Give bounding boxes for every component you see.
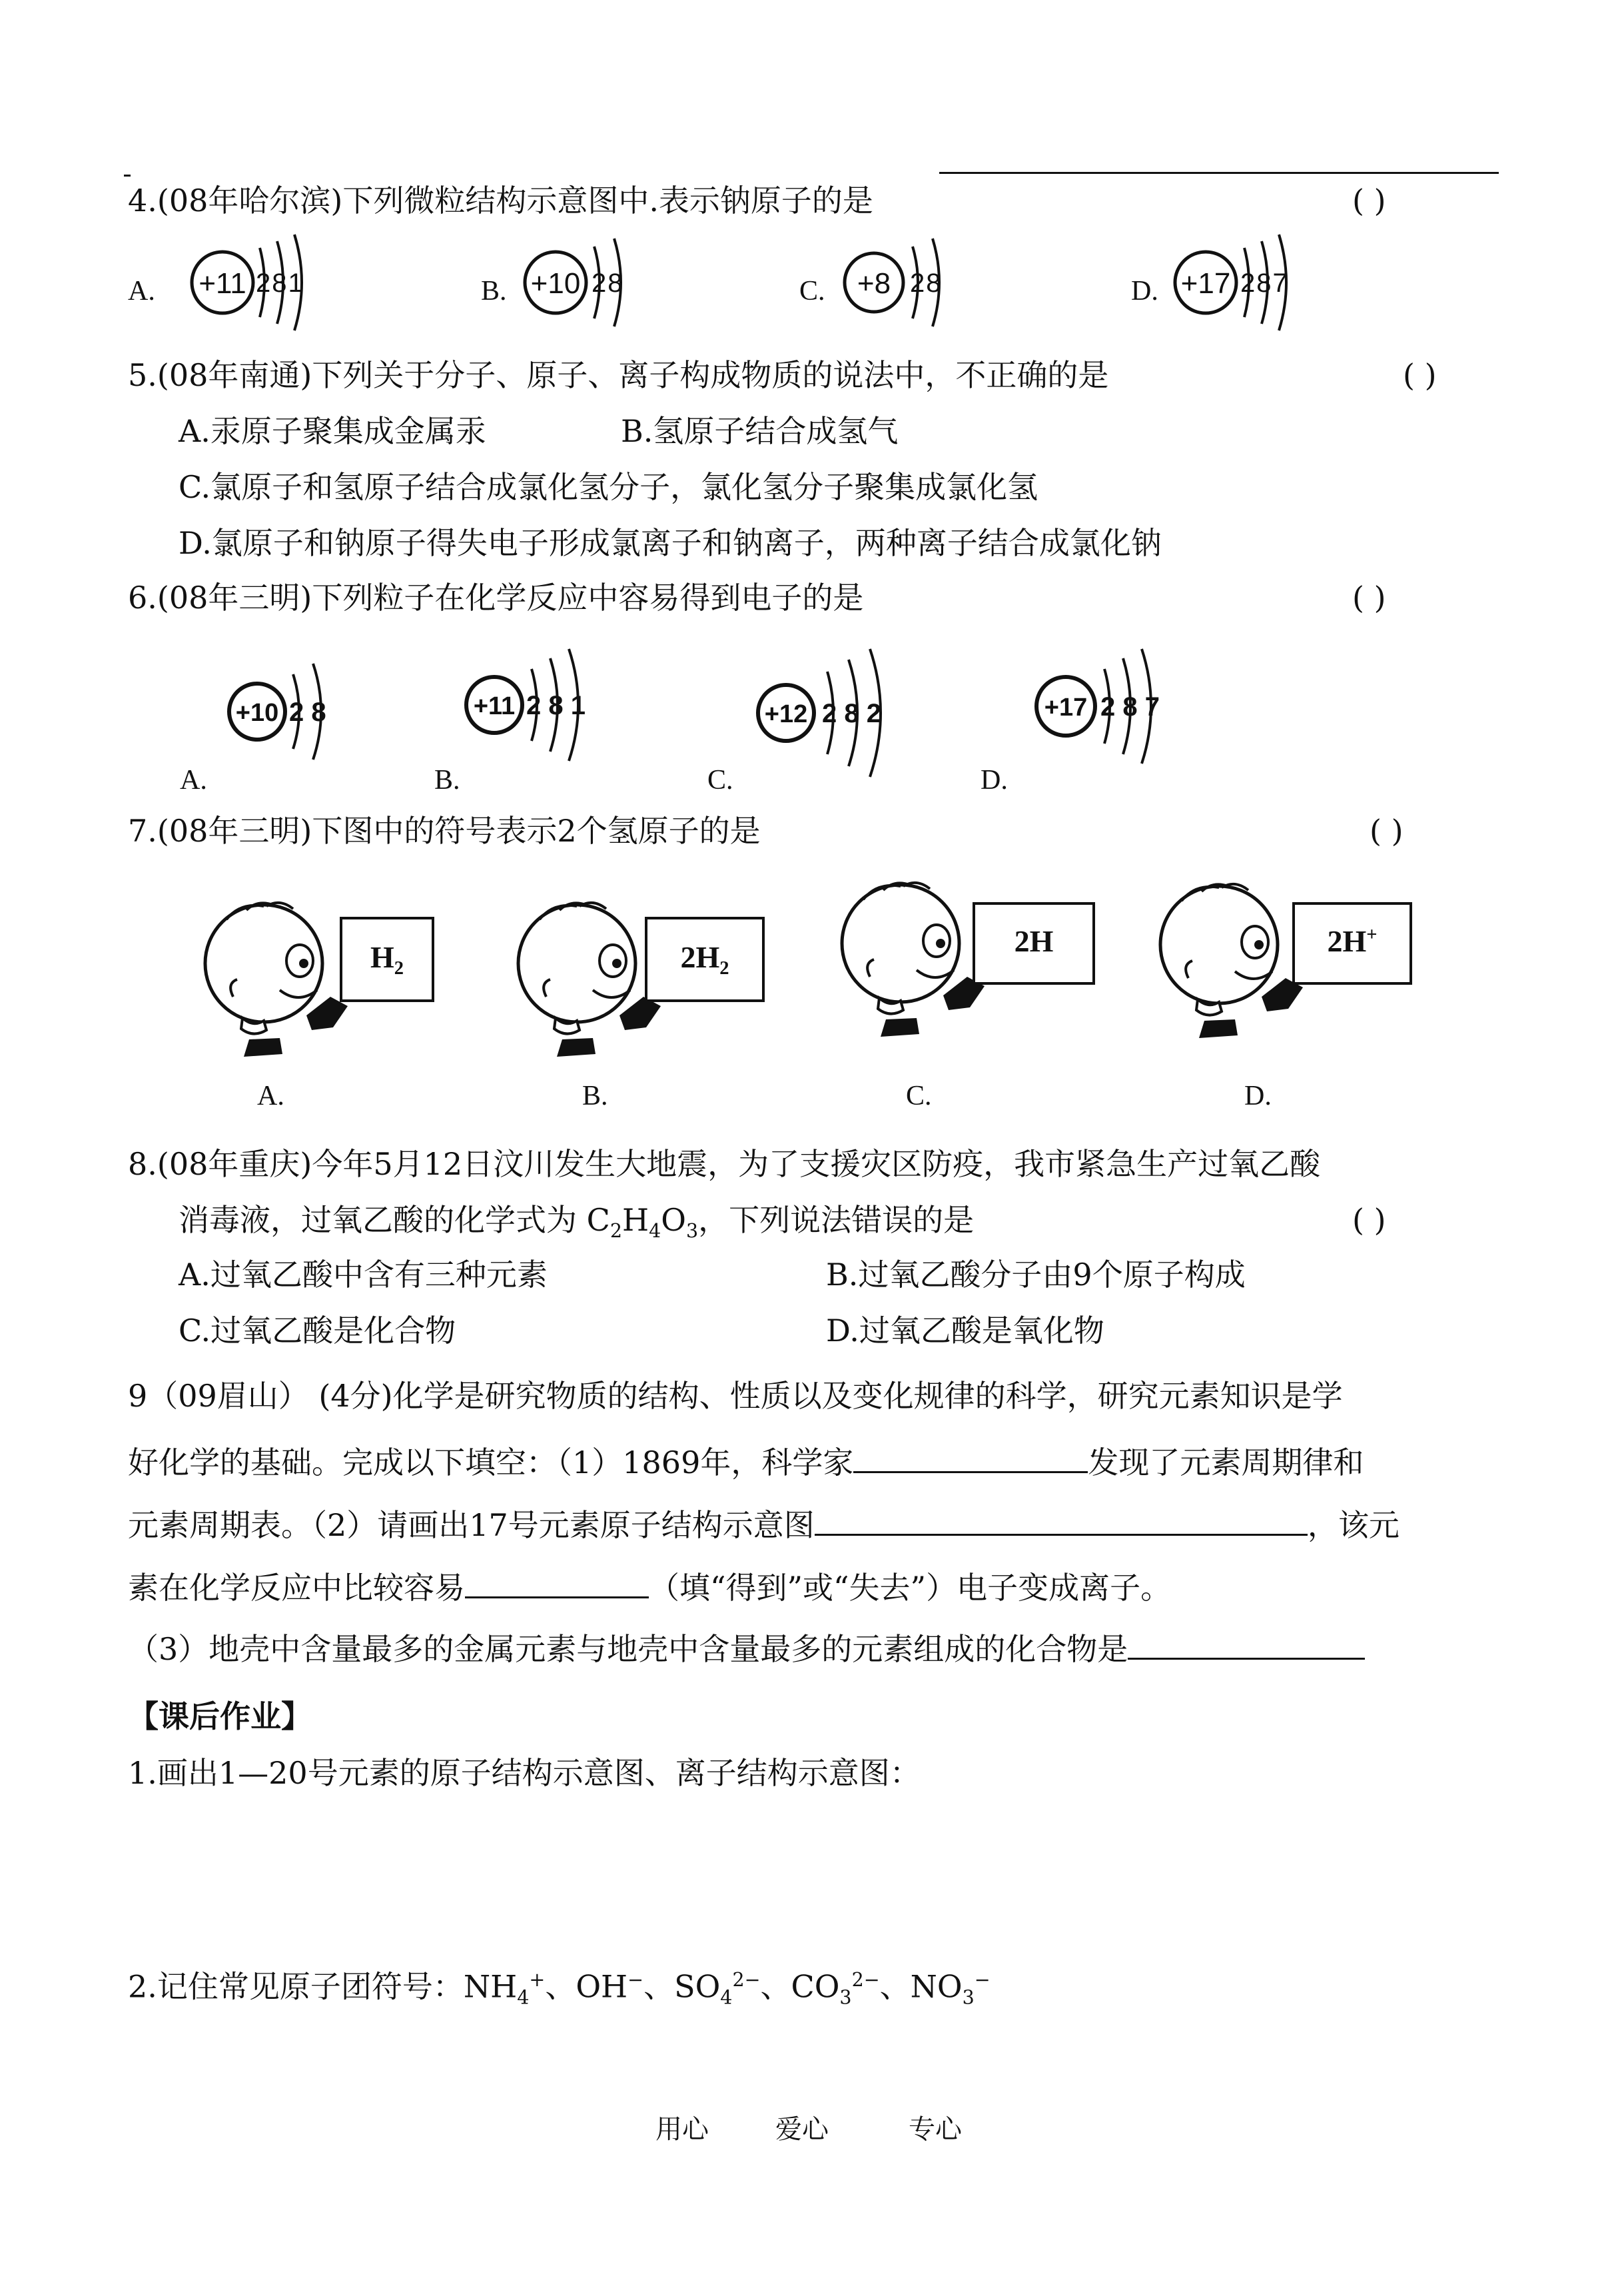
- q6-option-b-atom-diagram: [461, 640, 621, 760]
- q8-option-c: C.过氧乙酸是化合物: [179, 1313, 456, 1349]
- q4-option-b-atom-diagram: [517, 235, 650, 334]
- q9-line3: 元素周期表。（2）请画出17号元素原子结构示意图 ，该元: [128, 1507, 1400, 1543]
- q7-option-a-label: A.: [257, 1081, 284, 1111]
- shell-electrons: 287: [1240, 269, 1289, 298]
- q9-compound-blank[interactable]: [1128, 1631, 1365, 1660]
- nucleus-charge: +10: [530, 267, 581, 300]
- q8-option-d: D.过氧乙酸是氧化物: [826, 1313, 1104, 1349]
- q5-option-b: B.氢原子结合成氢气: [621, 413, 899, 449]
- q6-option-c-label: C.: [707, 765, 733, 796]
- nucleus-charge: +10: [235, 699, 279, 727]
- q9-line5: （3）地壳中含量最多的金属元素与地壳中含量最多的元素组成的化合物是: [128, 1631, 1365, 1664]
- q9-gain-lose-blank[interactable]: [465, 1570, 649, 1598]
- q8-option-b: B.过氧乙酸分子由9个原子构成: [826, 1257, 1246, 1293]
- q7-option-b-sign-board: [645, 917, 765, 1002]
- q6-option-d-label: D.: [981, 765, 1008, 796]
- q7-option-d-sign-board: [1292, 902, 1412, 985]
- q4-option-b-label: B.: [481, 276, 507, 306]
- q8-stem-line1: 8.(08年重庆)今年5月12日汶川发生大地震，为了支援灾区防疫，我市紧急生产过氧乙酸: [128, 1146, 1321, 1182]
- q7-answer-paren: ( ): [1370, 813, 1404, 849]
- q9-line4: 素在化学反应中比较容易 （填“得到”或“失去”）电子变成离子。: [128, 1570, 1172, 1606]
- footer-text-b: 爱心: [775, 2114, 829, 2145]
- q5-option-c: C.氯原子和氢原子结合成氯化氢分子，氯化氢分子聚集成氯化氢: [179, 469, 1038, 505]
- q4-option-d-label: D.: [1131, 276, 1158, 306]
- shell-electrons: 2 8 2: [822, 699, 881, 728]
- nucleus-charge: +17: [1044, 694, 1088, 722]
- q7-option-c-sign-board: [973, 902, 1095, 985]
- homework-heading: 【课后作业】: [128, 1698, 312, 1734]
- nucleus-charge: +8: [857, 267, 891, 300]
- q4-option-a-label: A.: [128, 276, 155, 306]
- q4-option-d-atom-diagram: [1167, 235, 1314, 334]
- q6-answer-paren: ( ): [1352, 580, 1386, 616]
- q7-stem: 7.(08年三明)下图中的符号表示2个氢原子的是: [128, 813, 761, 849]
- nucleus-charge: +12: [764, 700, 808, 728]
- shell-electrons: 281: [256, 269, 304, 298]
- q5-stem: 5.(08年南通)下列关于分子、原子、离子构成物质的说法中，不正确的是: [128, 357, 1109, 393]
- q6-option-b-label: B.: [434, 765, 460, 796]
- sign-symbol: $2H_2$: [680, 939, 729, 979]
- q7-option-c-label: C.: [906, 1081, 932, 1111]
- sign-symbol: $H_2$: [370, 939, 404, 979]
- q4-option-c-atom-diagram: [837, 235, 970, 334]
- corner-tick: [124, 175, 131, 177]
- q5-option-d: D.氯原子和钠原子得失电子形成氯离子和钠离子，两种离子结合成氯化钠: [179, 525, 1162, 561]
- q4-stem: 4.(08年哈尔滨)下列微粒结构示意图中.表示钠原子的是: [128, 183, 873, 219]
- q6-stem: 6.(08年三明)下列粒子在化学反应中容易得到电子的是: [128, 580, 864, 616]
- shell-electrons: 2 8: [289, 698, 326, 727]
- sign-symbol: 2H+: [1327, 923, 1378, 958]
- shell-electrons: 28: [592, 269, 624, 298]
- homework-item-2: 2.记住常见原子团符号：$NH_4^+$、OH−、$SO_4^{2-}$、$CO_3^{2-}$、$NO_3^-$: [128, 1968, 991, 2009]
- q6-option-a-label: A.: [180, 765, 207, 796]
- q6-option-c-atom-diagram: [753, 640, 926, 773]
- footer-text-a: 用心: [655, 2114, 709, 2145]
- q8-answer-paren: ( ): [1352, 1202, 1386, 1238]
- footer-text-c: 专心: [909, 2114, 962, 2145]
- q7-option-b-label: B.: [582, 1081, 608, 1111]
- q9-line2: 好化学的基础。完成以下填空：（1）1869年，科学家 发现了元素周期律和: [128, 1444, 1364, 1480]
- q6-option-a-atom-diagram: [224, 646, 357, 760]
- q8-option-a: A.过氧乙酸中含有三种元素: [179, 1257, 548, 1293]
- q6-option-d-atom-diagram: [1031, 640, 1191, 760]
- top-rule: [939, 172, 1499, 174]
- q4-answer-paren: ( ): [1352, 183, 1386, 219]
- nucleus-charge: +17: [1180, 267, 1231, 300]
- q5-option-a: A.汞原子聚集成金属汞: [179, 413, 486, 449]
- shell-electrons: 2 8 7: [1100, 692, 1160, 722]
- nucleus-charge: +11: [473, 692, 516, 720]
- q8-stem-line2: 消毒液，过氧乙酸的化学式为 $C_2H_4O_3$，下列说法错误的是: [179, 1202, 975, 1243]
- q5-answer-paren: ( ): [1403, 357, 1437, 393]
- q4-option-a-atom-diagram: [185, 235, 332, 334]
- q9-scientist-blank[interactable]: [853, 1444, 1088, 1473]
- shell-electrons: 2 8 1: [526, 691, 586, 720]
- nucleus-charge: +11: [199, 267, 246, 300]
- shell-electrons: 28: [910, 269, 943, 298]
- q7-option-a-sign-board: [340, 917, 434, 1002]
- q4-option-c-label: C.: [799, 276, 825, 306]
- q9-line1: 9（09眉山） (4分)化学是研究物质的结构、性质以及变化规律的科学，研究元素知识是学: [128, 1378, 1343, 1414]
- sign-symbol: 2H: [1014, 923, 1054, 958]
- q7-option-d-label: D.: [1244, 1081, 1272, 1111]
- homework-item-1: 1.画出1—20号元素的原子结构示意图、离子结构示意图：: [128, 1755, 921, 1791]
- q9-diagram-blank[interactable]: [815, 1507, 1308, 1536]
